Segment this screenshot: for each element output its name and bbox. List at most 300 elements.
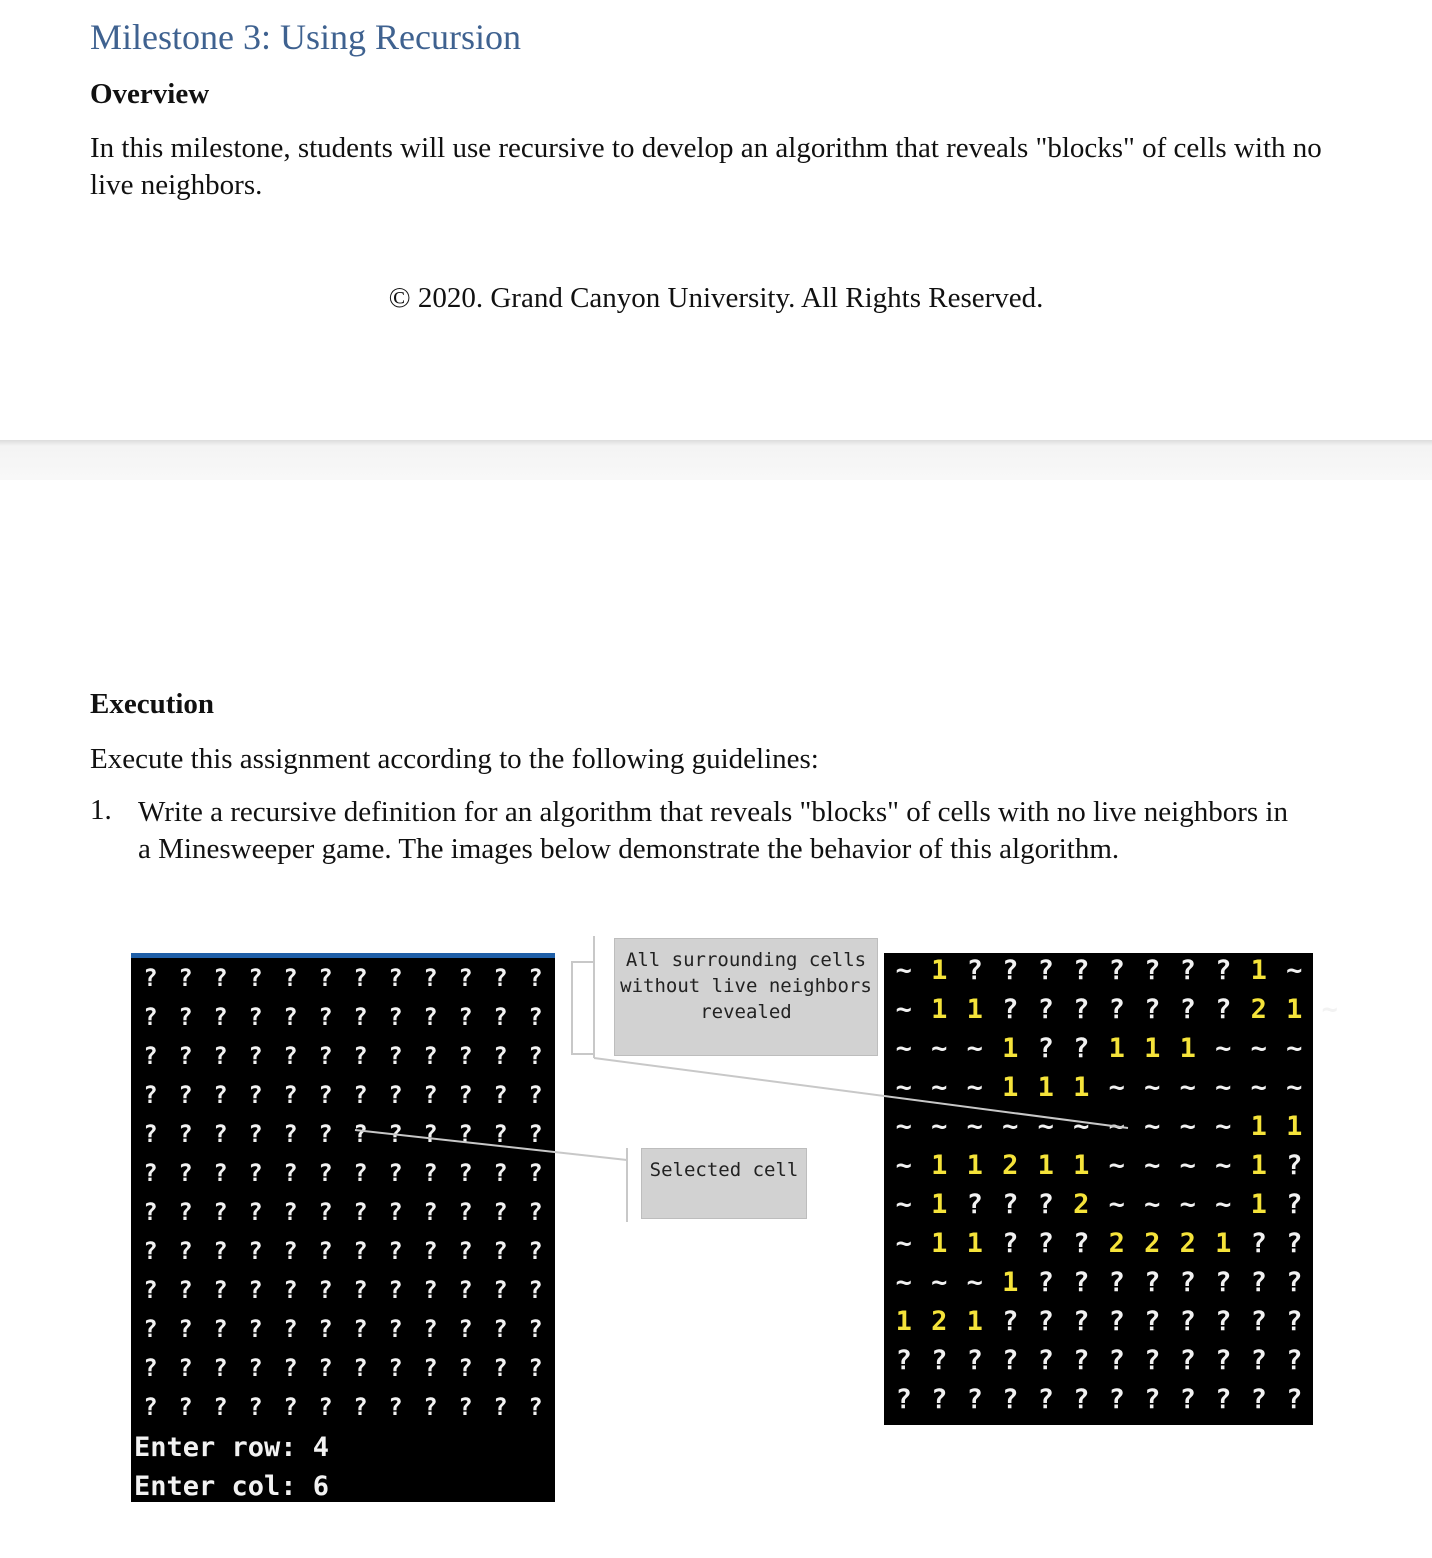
grid-cell: ? bbox=[1144, 1267, 1161, 1298]
grid-cell: ? bbox=[353, 1276, 368, 1304]
grid-cell: ? bbox=[353, 1120, 368, 1148]
grid-cell: ? bbox=[1037, 1033, 1054, 1064]
grid-cell: ? bbox=[1215, 1384, 1232, 1415]
grid-cell: ? bbox=[458, 1081, 473, 1109]
grid-cell: ? bbox=[353, 964, 368, 992]
grid-cell: ? bbox=[966, 1189, 983, 1220]
grid-cell: 1 bbox=[966, 1150, 983, 1181]
grid-cell: 1 bbox=[1002, 1267, 1019, 1298]
grid-cell: ? bbox=[213, 1393, 228, 1421]
grid-cell: ~ bbox=[1321, 994, 1338, 1025]
grid-cell: ? bbox=[353, 1159, 368, 1187]
grid-cell: ? bbox=[458, 1042, 473, 1070]
grid-cell: ? bbox=[423, 1198, 438, 1226]
grid-cell: ? bbox=[528, 1393, 543, 1421]
grid-cell: ? bbox=[318, 1081, 333, 1109]
grid-cell: ? bbox=[1286, 1267, 1303, 1298]
grid-cell: 2 bbox=[1002, 1150, 1019, 1181]
grid-cell: ~ bbox=[1179, 1189, 1196, 1220]
grid-cell: ? bbox=[458, 1393, 473, 1421]
grid-cell: ? bbox=[1002, 1228, 1019, 1259]
grid-cell: ? bbox=[388, 1198, 403, 1226]
grid-cell: ? bbox=[178, 964, 193, 992]
grid-cell: ~ bbox=[1108, 1189, 1125, 1220]
grid-cell: ? bbox=[248, 1042, 263, 1070]
grid-cell: ~ bbox=[895, 994, 912, 1025]
grid-cell: ? bbox=[318, 1003, 333, 1031]
grid-cell: 1 bbox=[966, 1306, 983, 1337]
grid-cell: ? bbox=[388, 1393, 403, 1421]
grid-cell: 1 bbox=[1286, 994, 1303, 1025]
grid-cell: 1 bbox=[931, 1228, 948, 1259]
grid-cell: ~ bbox=[895, 955, 912, 986]
grid-cell: ? bbox=[1250, 1306, 1267, 1337]
grid-cell: 2 bbox=[1179, 1228, 1196, 1259]
grid-cell: ? bbox=[1037, 955, 1054, 986]
grid-cell: ? bbox=[423, 1159, 438, 1187]
grid-cell: ? bbox=[1286, 1384, 1303, 1415]
grid-cell: ~ bbox=[931, 1033, 948, 1064]
grid-cell: ? bbox=[178, 1276, 193, 1304]
grid-cell: ? bbox=[1108, 1345, 1125, 1376]
grid-cell: ? bbox=[248, 1120, 263, 1148]
grid-cell: ~ bbox=[1286, 1033, 1303, 1064]
grid-cell: ? bbox=[1144, 955, 1161, 986]
grid-cell: ? bbox=[1286, 1306, 1303, 1337]
grid-cell: ? bbox=[388, 1315, 403, 1343]
grid-cell: ? bbox=[353, 1042, 368, 1070]
grid-cell: ? bbox=[1286, 1189, 1303, 1220]
grid-cell: ? bbox=[353, 1393, 368, 1421]
grid-cell: ? bbox=[493, 1042, 508, 1070]
grid-cell: ? bbox=[283, 1354, 298, 1382]
grid-cell: 1 bbox=[1250, 955, 1267, 986]
grid-cell: ? bbox=[143, 1393, 158, 1421]
grid-cell: ? bbox=[966, 1384, 983, 1415]
grid-cell: ? bbox=[178, 1120, 193, 1148]
grid-cell: ? bbox=[248, 1315, 263, 1343]
grid-cell: ? bbox=[283, 964, 298, 992]
grid-cell: ? bbox=[528, 1120, 543, 1148]
grid-cell: ? bbox=[318, 1276, 333, 1304]
grid-cell: ? bbox=[1073, 955, 1090, 986]
grid-cell: ? bbox=[1002, 955, 1019, 986]
grid-cell: ? bbox=[388, 1354, 403, 1382]
grid-cell: ? bbox=[248, 964, 263, 992]
grid-cell: ? bbox=[423, 1315, 438, 1343]
grid-cell: ~ bbox=[1108, 1150, 1125, 1181]
grid-cell: ? bbox=[1144, 1306, 1161, 1337]
grid-cell: ? bbox=[1215, 955, 1232, 986]
grid-cell: ? bbox=[248, 1159, 263, 1187]
grid-cell: ? bbox=[493, 1081, 508, 1109]
grid-cell: ? bbox=[1073, 1384, 1090, 1415]
grid-cell: ? bbox=[248, 1003, 263, 1031]
grid-cell: ~ bbox=[1144, 1150, 1161, 1181]
grid-cell: ? bbox=[493, 1237, 508, 1265]
grid-cell: ? bbox=[1179, 955, 1196, 986]
grid-cell: ? bbox=[353, 1003, 368, 1031]
bracket-line-2 bbox=[572, 962, 594, 1054]
grid-cell: ? bbox=[1002, 1384, 1019, 1415]
grid-cell: ? bbox=[353, 1198, 368, 1226]
grid-cell: ~ bbox=[1286, 1072, 1303, 1103]
grid-cell: 1 bbox=[1144, 1033, 1161, 1064]
prompt-row: Enter row: 4 bbox=[134, 1432, 330, 1463]
grid-cell: ~ bbox=[1215, 1111, 1232, 1142]
grid-cell: ? bbox=[493, 1315, 508, 1343]
grid-cell: ? bbox=[458, 1315, 473, 1343]
grid-cell: ~ bbox=[895, 1111, 912, 1142]
grid-cell: ? bbox=[388, 1276, 403, 1304]
grid-cell: ? bbox=[388, 1120, 403, 1148]
leader-revealed bbox=[594, 1058, 1128, 1128]
grid-cell: ? bbox=[931, 1384, 948, 1415]
grid-cell: ~ bbox=[931, 1267, 948, 1298]
grid-cell: ? bbox=[528, 1042, 543, 1070]
grid-cell: ~ bbox=[895, 1228, 912, 1259]
grid-cell: ? bbox=[143, 1315, 158, 1343]
grid-cell: ? bbox=[1037, 1306, 1054, 1337]
grid-cell: ? bbox=[1215, 994, 1232, 1025]
grid-cell: 2 bbox=[1073, 1189, 1090, 1220]
grid-cell: ? bbox=[1179, 994, 1196, 1025]
callout-selected: Selected cell bbox=[641, 1148, 807, 1219]
grid-cell: 1 bbox=[931, 994, 948, 1025]
grid-cell: ? bbox=[353, 1081, 368, 1109]
grid-cell: ? bbox=[143, 1081, 158, 1109]
grid-cell: ? bbox=[143, 1237, 158, 1265]
grid-cell: ? bbox=[318, 1354, 333, 1382]
grid-cell: ? bbox=[1037, 1189, 1054, 1220]
grid-cell: 2 bbox=[1108, 1228, 1125, 1259]
grid-cell: 1 bbox=[1250, 1189, 1267, 1220]
grid-cell: ? bbox=[528, 1276, 543, 1304]
grid-cell: ? bbox=[143, 1003, 158, 1031]
grid-cell: ? bbox=[143, 1159, 158, 1187]
grid-cell: 2 bbox=[931, 1306, 948, 1337]
grid-cell: ? bbox=[493, 964, 508, 992]
grid-cell: ? bbox=[143, 1120, 158, 1148]
grid-cell: ? bbox=[213, 1120, 228, 1148]
grid-cell: ? bbox=[1250, 1384, 1267, 1415]
grid-cell: ? bbox=[248, 1393, 263, 1421]
grid-cell: ~ bbox=[1002, 1111, 1019, 1142]
grid-cell: ? bbox=[1179, 1306, 1196, 1337]
grid-cell: ~ bbox=[1250, 1072, 1267, 1103]
grid-cell: ? bbox=[248, 1081, 263, 1109]
grid-cell: ? bbox=[1073, 1345, 1090, 1376]
grid-cell: ? bbox=[178, 1198, 193, 1226]
grid-cell: 1 bbox=[1286, 1111, 1303, 1142]
grid-cell: ? bbox=[213, 1198, 228, 1226]
grid-cell: ~ bbox=[1144, 1072, 1161, 1103]
grid-cell: ? bbox=[1250, 1267, 1267, 1298]
grid-cell: ? bbox=[178, 1042, 193, 1070]
grid-cell: ? bbox=[283, 1276, 298, 1304]
grid-cell: ? bbox=[213, 1315, 228, 1343]
leader-selected bbox=[355, 1130, 627, 1160]
grid-cell: ? bbox=[1286, 1228, 1303, 1259]
grid-cell: ? bbox=[493, 1120, 508, 1148]
grid-cell: ? bbox=[283, 1315, 298, 1343]
grid-cell: ? bbox=[388, 1081, 403, 1109]
grid-cell: ? bbox=[493, 1159, 508, 1187]
grid-cell: ? bbox=[283, 1120, 298, 1148]
grid-cell: ? bbox=[895, 1384, 912, 1415]
grid-cell: ? bbox=[528, 1237, 543, 1265]
grid-cell: ? bbox=[283, 1003, 298, 1031]
grid-cell: ? bbox=[1073, 1033, 1090, 1064]
grid-cell: ? bbox=[1108, 994, 1125, 1025]
grid-cell: 1 bbox=[1002, 1033, 1019, 1064]
grid-cell: 1 bbox=[1108, 1033, 1125, 1064]
doc-title: Milestone 3: Using Recursion bbox=[90, 17, 521, 57]
grid-cell: ~ bbox=[931, 1111, 948, 1142]
grid-cell: ? bbox=[1037, 1228, 1054, 1259]
grid-cell: ? bbox=[213, 1237, 228, 1265]
grid-cell: ? bbox=[423, 1003, 438, 1031]
grid-cell: ? bbox=[213, 1159, 228, 1187]
grid-cell: ? bbox=[423, 1081, 438, 1109]
grid-cell: ? bbox=[213, 1003, 228, 1031]
grid-cell: ? bbox=[423, 1354, 438, 1382]
grid-cell: ? bbox=[353, 1237, 368, 1265]
grid-cell: ? bbox=[1108, 955, 1125, 986]
grid-cell: ? bbox=[143, 1042, 158, 1070]
grid-cell: ? bbox=[283, 1081, 298, 1109]
grid-cell: ? bbox=[143, 1276, 158, 1304]
grid-cell: ~ bbox=[895, 1150, 912, 1181]
grid-cell: ? bbox=[423, 1237, 438, 1265]
grid-cell: ? bbox=[178, 1081, 193, 1109]
grid-cell: ? bbox=[283, 1198, 298, 1226]
grid-cell: ? bbox=[1215, 1267, 1232, 1298]
grid-cell: ? bbox=[388, 1042, 403, 1070]
grid-cell: ~ bbox=[1144, 1111, 1161, 1142]
grid-cell: ? bbox=[1108, 1306, 1125, 1337]
grid-cell: ? bbox=[528, 1003, 543, 1031]
grid-cell: 1 bbox=[1179, 1033, 1196, 1064]
grid-cell: ~ bbox=[1179, 1072, 1196, 1103]
grid-cell: ? bbox=[388, 1159, 403, 1187]
grid-cell: ? bbox=[1002, 994, 1019, 1025]
grid-cell: ? bbox=[388, 964, 403, 992]
grid-cell: ? bbox=[1037, 1384, 1054, 1415]
grid-cell: ? bbox=[1037, 1267, 1054, 1298]
grid-cell: ~ bbox=[1144, 1189, 1161, 1220]
grid-cell: ~ bbox=[966, 1111, 983, 1142]
grid-cell: ? bbox=[528, 1198, 543, 1226]
callout-revealed: All surrounding cells without live neighbors revealed bbox=[614, 938, 878, 1056]
grid-cell: ? bbox=[178, 1393, 193, 1421]
overview-heading: Overview bbox=[90, 78, 210, 110]
grid-cell: ? bbox=[966, 955, 983, 986]
grid-cell: ? bbox=[528, 1081, 543, 1109]
grid-cell: ? bbox=[318, 1042, 333, 1070]
grid-cell: ? bbox=[178, 1315, 193, 1343]
execution-intro: Execute this assignment according to the following guidelines: bbox=[90, 743, 819, 775]
grid-cell: ? bbox=[248, 1237, 263, 1265]
grid-cell: ? bbox=[528, 1354, 543, 1382]
grid-cell: 1 bbox=[1215, 1228, 1232, 1259]
grid-cell: ? bbox=[143, 1198, 158, 1226]
grid-cell: ? bbox=[388, 1237, 403, 1265]
grid-cell: ~ bbox=[966, 1267, 983, 1298]
grid-cell: ? bbox=[318, 1198, 333, 1226]
grid-cell: ? bbox=[353, 1354, 368, 1382]
grid-cell: ~ bbox=[1250, 1033, 1267, 1064]
grid-cell: ? bbox=[931, 1345, 948, 1376]
grid-cell: ~ bbox=[895, 1072, 912, 1103]
grid-cell: ? bbox=[283, 1042, 298, 1070]
grid-cell: ? bbox=[1286, 1345, 1303, 1376]
grid-cell: 1 bbox=[895, 1306, 912, 1337]
grid-cell: 1 bbox=[1073, 1072, 1090, 1103]
grid-cell: 2 bbox=[1144, 1228, 1161, 1259]
step-1-number: 1. bbox=[90, 794, 112, 826]
grid-cell: ? bbox=[1215, 1306, 1232, 1337]
execution-heading: Execution bbox=[90, 688, 215, 720]
grid-cell: ? bbox=[143, 964, 158, 992]
grid-cell: ~ bbox=[1037, 1111, 1054, 1142]
grid-cell: 1 bbox=[966, 994, 983, 1025]
grid-cell: ? bbox=[318, 1120, 333, 1148]
grid-cell: ~ bbox=[966, 1072, 983, 1103]
grid-cell: ? bbox=[493, 1276, 508, 1304]
grid-cell: 1 bbox=[931, 1150, 948, 1181]
grid-cell: ? bbox=[283, 1159, 298, 1187]
grid-cell: ? bbox=[1108, 1384, 1125, 1415]
grid-cell: ? bbox=[493, 1003, 508, 1031]
grid-cell: ? bbox=[1108, 1267, 1125, 1298]
grid-cell: 1 bbox=[1037, 1072, 1054, 1103]
grid-cell: 1 bbox=[1250, 1111, 1267, 1142]
grid-cell: ? bbox=[423, 1042, 438, 1070]
grid-cell: ? bbox=[1037, 1345, 1054, 1376]
grid-cell: ? bbox=[318, 1237, 333, 1265]
grid-cell: ~ bbox=[1073, 1111, 1090, 1142]
grid-cell: 1 bbox=[931, 955, 948, 986]
grid-cell: 2 bbox=[1250, 994, 1267, 1025]
grid-cell: ~ bbox=[1215, 1189, 1232, 1220]
grid-cell: ~ bbox=[1179, 1111, 1196, 1142]
grid-cell: 1 bbox=[1250, 1150, 1267, 1181]
grid-cell: ? bbox=[423, 964, 438, 992]
grid-cell: ? bbox=[178, 1237, 193, 1265]
grid-cell: ? bbox=[283, 1393, 298, 1421]
grid-cell: ? bbox=[178, 1354, 193, 1382]
grid-cell: ? bbox=[318, 964, 333, 992]
grid-cell: ? bbox=[1002, 1345, 1019, 1376]
grid-cell: ? bbox=[458, 1237, 473, 1265]
grid-cell: ? bbox=[1144, 1345, 1161, 1376]
grid-cell: ~ bbox=[966, 1033, 983, 1064]
grid-cell: ~ bbox=[895, 1267, 912, 1298]
grid-cell: ? bbox=[1002, 1306, 1019, 1337]
grid-cell: ~ bbox=[931, 1072, 948, 1103]
grid-cell: ? bbox=[248, 1354, 263, 1382]
grid-cell: ~ bbox=[1108, 1072, 1125, 1103]
grid-cell: ? bbox=[143, 1354, 158, 1382]
grid-cell: ? bbox=[1037, 994, 1054, 1025]
grid-cell: 1 bbox=[1002, 1072, 1019, 1103]
grid-cell: ? bbox=[1073, 1306, 1090, 1337]
grid-cell: ~ bbox=[895, 1033, 912, 1064]
grid-cell: ? bbox=[458, 1276, 473, 1304]
grid-cell: ? bbox=[213, 964, 228, 992]
grid-cell: ~ bbox=[895, 1189, 912, 1220]
grid-cell: ? bbox=[1250, 1345, 1267, 1376]
grid-cell: ? bbox=[248, 1276, 263, 1304]
grid-cell: ? bbox=[178, 1003, 193, 1031]
copyright-notice: © 2020. Grand Canyon University. All Rights Reserved. bbox=[388, 282, 1044, 314]
grid-cell: ? bbox=[458, 1159, 473, 1187]
grid-cell: ? bbox=[1144, 994, 1161, 1025]
grid-cell: ? bbox=[458, 1198, 473, 1226]
grid-cell: ? bbox=[458, 1120, 473, 1148]
grid-cell: ? bbox=[966, 1345, 983, 1376]
overview-paragraph: In this milestone, students will use recursive to develop an algorithm that reveals "blocks" of cells with no live neighbors. bbox=[90, 132, 1322, 201]
prompt-col: Enter col: 6 bbox=[134, 1471, 330, 1502]
grid-cell: ? bbox=[458, 1003, 473, 1031]
grid-cell: ~ bbox=[1215, 1033, 1232, 1064]
grid-cell: ? bbox=[1073, 994, 1090, 1025]
grid-cell: ? bbox=[213, 1042, 228, 1070]
grid-cell: ~ bbox=[1215, 1072, 1232, 1103]
grid-cell: ? bbox=[213, 1081, 228, 1109]
grid-cell: ? bbox=[1250, 1228, 1267, 1259]
grid-cell: ? bbox=[1179, 1345, 1196, 1376]
grid-cell: ? bbox=[353, 1315, 368, 1343]
grid-cell: ? bbox=[895, 1345, 912, 1376]
step-1-text: Write a recursive definition for an algorithm that reveals "blocks" of cells with no live neighbors in a Minesweeper game. The images below demonstrate the behavior of this algorithm. bbox=[138, 796, 1288, 865]
grid-cell: ~ bbox=[1215, 1150, 1232, 1181]
grid-cell: ? bbox=[493, 1393, 508, 1421]
grid-cell: ? bbox=[1286, 1150, 1303, 1181]
grid-cell: ? bbox=[1002, 1189, 1019, 1220]
grid-cell: ? bbox=[458, 1354, 473, 1382]
grid-cell: ~ bbox=[1108, 1111, 1125, 1142]
grid-cell: ? bbox=[318, 1159, 333, 1187]
grid-cell: ? bbox=[1179, 1384, 1196, 1415]
grid-cell: ? bbox=[458, 964, 473, 992]
grid-cell: ? bbox=[248, 1198, 263, 1226]
grid-cell: 1 bbox=[1037, 1150, 1054, 1181]
grid-cell: ? bbox=[318, 1315, 333, 1343]
grid-cell: ? bbox=[318, 1393, 333, 1421]
grid-cell: ? bbox=[1073, 1267, 1090, 1298]
grid-cell: ? bbox=[283, 1237, 298, 1265]
grid-cell: ? bbox=[1144, 1384, 1161, 1415]
grid-cell: ? bbox=[213, 1276, 228, 1304]
grid-cell: ? bbox=[528, 964, 543, 992]
grid-cell: 1 bbox=[1073, 1150, 1090, 1181]
grid-cell: ? bbox=[388, 1003, 403, 1031]
grid-cell: ? bbox=[423, 1120, 438, 1148]
grid-cell: ? bbox=[528, 1315, 543, 1343]
grid-cell: ? bbox=[528, 1159, 543, 1187]
grid-cell: ? bbox=[1215, 1345, 1232, 1376]
grid-cell: ? bbox=[1179, 1267, 1196, 1298]
grid-cell: ? bbox=[423, 1393, 438, 1421]
grid-cell: ? bbox=[178, 1159, 193, 1187]
grid-cell: ? bbox=[1073, 1228, 1090, 1259]
grid-cell: ~ bbox=[1286, 955, 1303, 986]
grid-cell: ? bbox=[493, 1354, 508, 1382]
grid-cell: ? bbox=[213, 1354, 228, 1382]
grid-cell: ~ bbox=[1179, 1150, 1196, 1181]
